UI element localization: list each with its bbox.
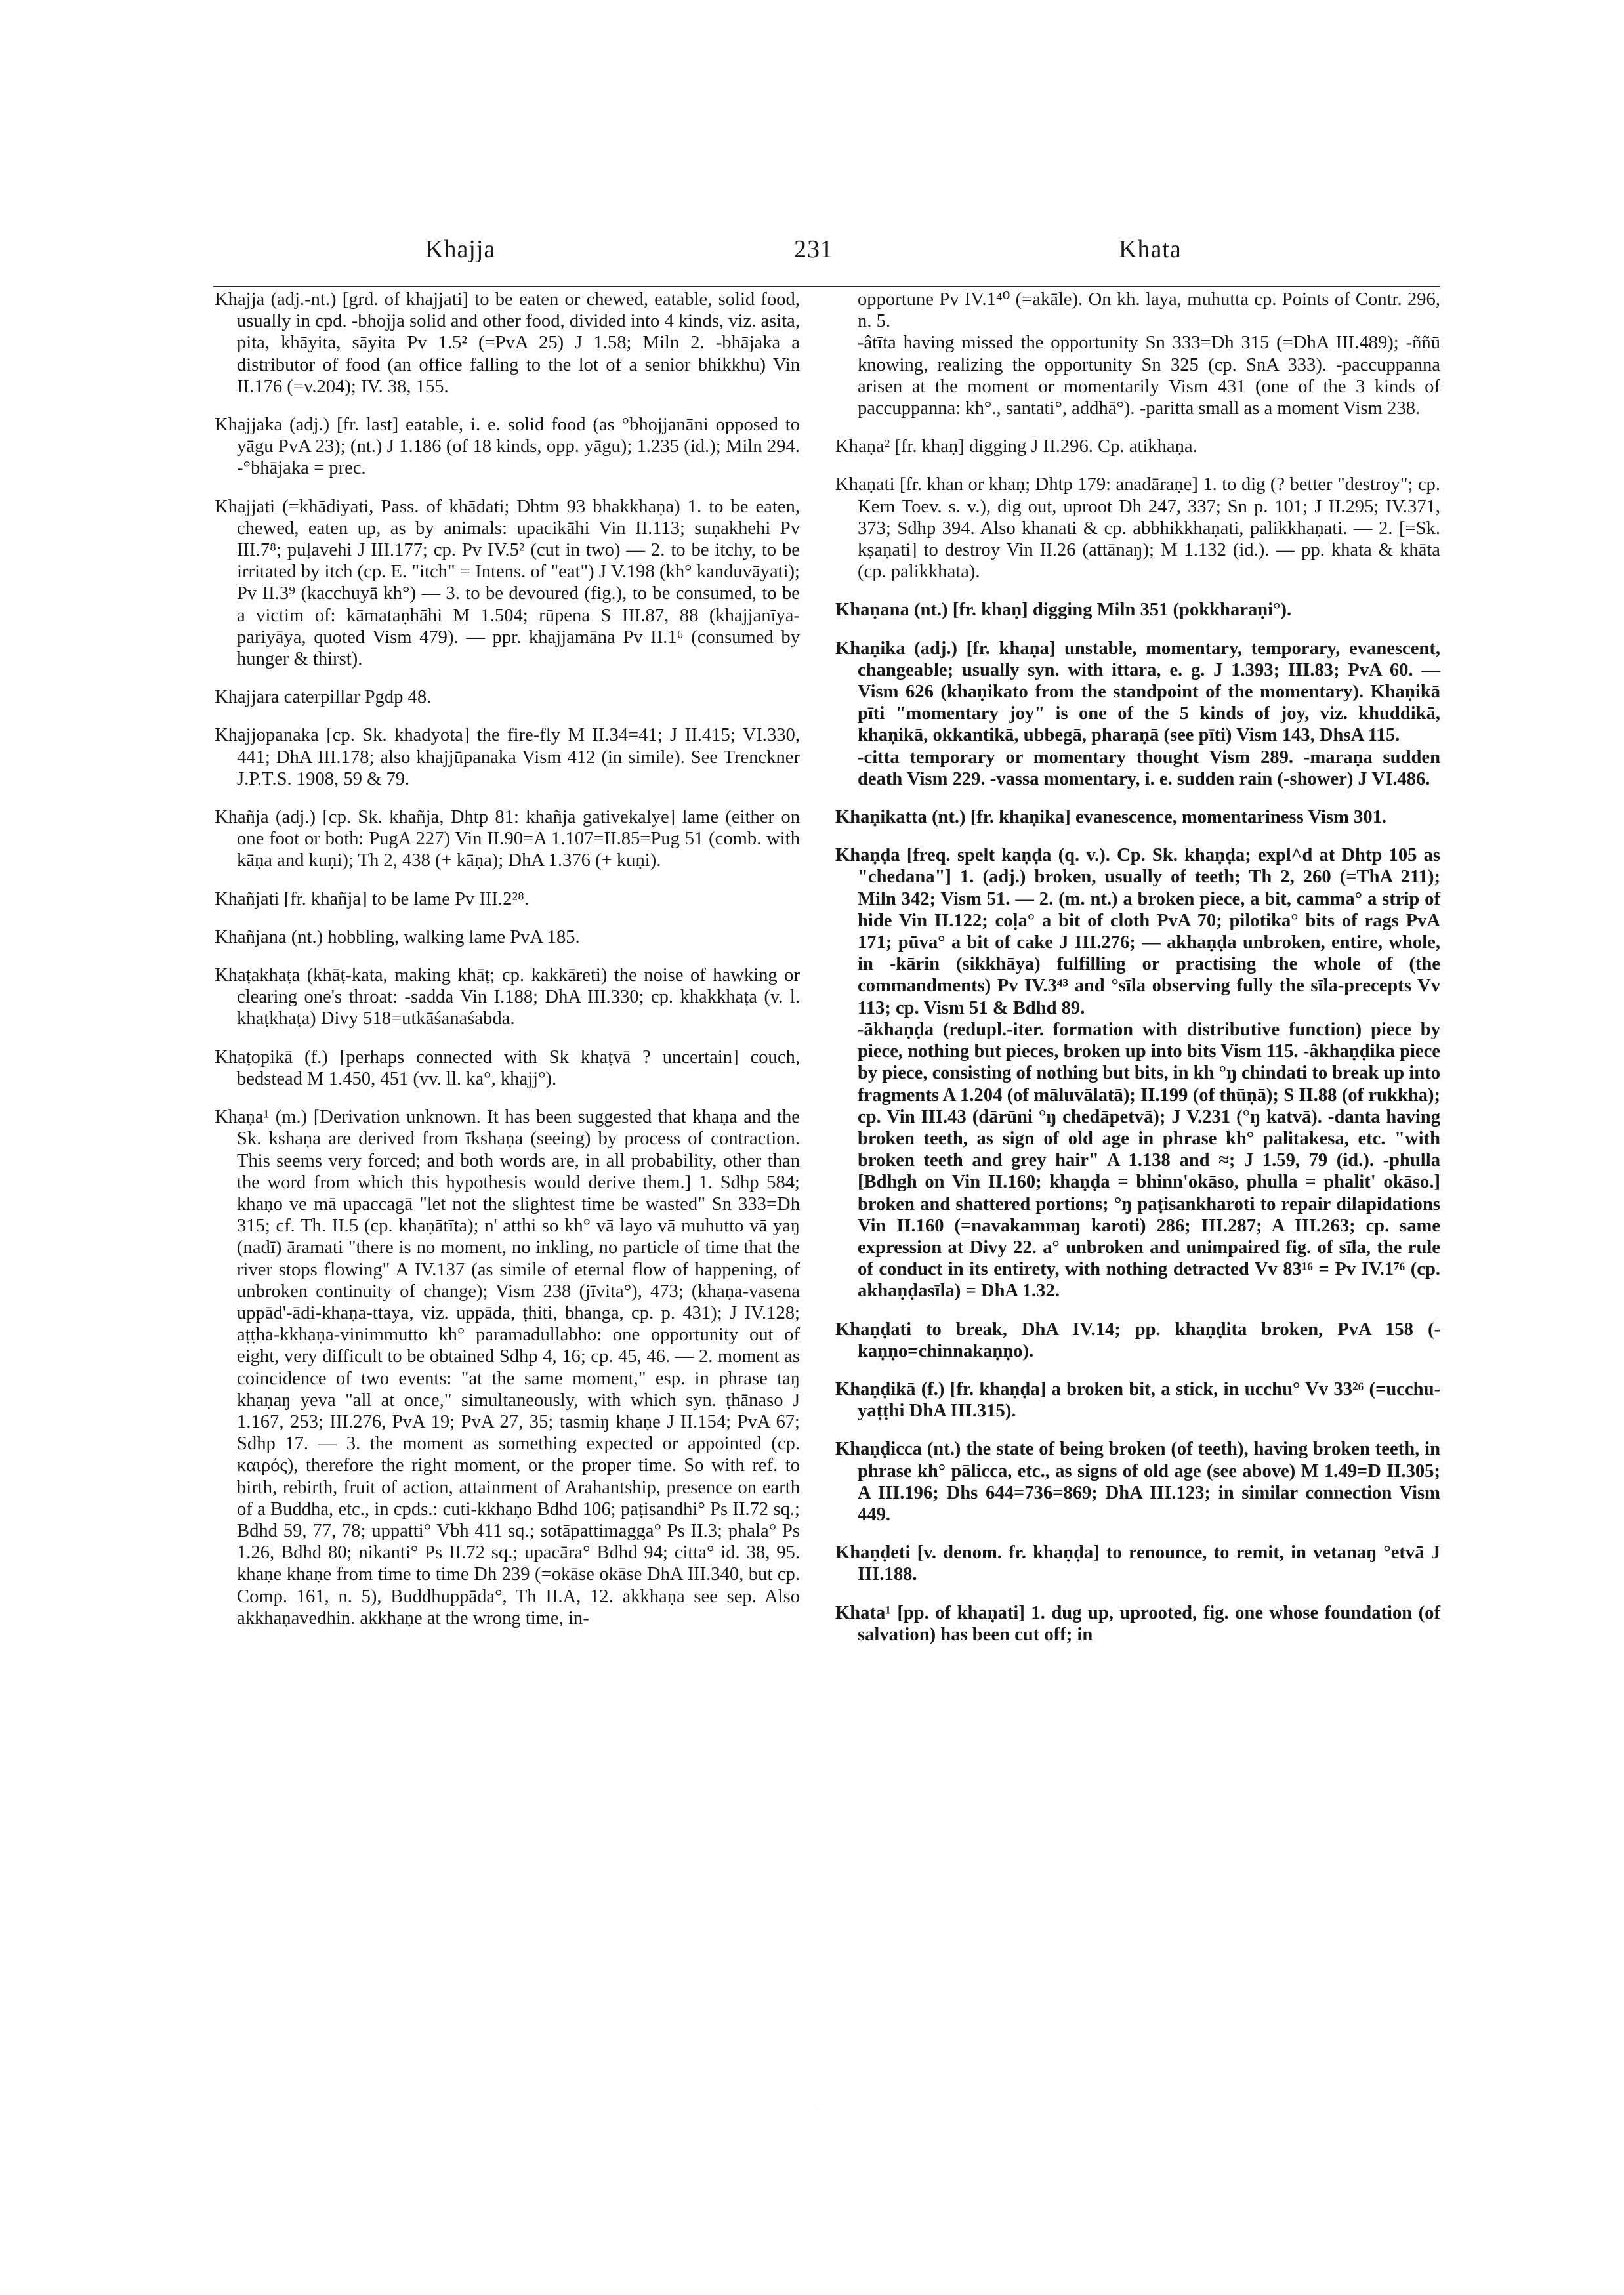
- entry-khatopika: Khaṭopikā (f.) [perhaps connected with Sk khaṭvā ? uncertain] couch, bedstead M 1.450, 451 (vv. ll. ka°, khajj°).: [215, 1046, 800, 1089]
- entry-khajjara: Khajjara caterpillar Pgdp 48.: [215, 687, 432, 708]
- entry-khanati: Khaṇati [fr. khan or khaṇ; Dhtp 179: anadāraṇe] 1. to dig (? better "destroy"; cp. Kern Toev. s. v.), dig out, uproot Dh 247, 337; Sn p. 101; J II.295; IV.371, 373; Sdhp 394. Also khanati & cp. abbhikkhaṇati, palikkhaṇati. — 2. [=Sk. kṣaṇati] to destroy Vin II.26 (attānaŋ); M 1.132 (id.). — pp. khata & khāta (cp. palikkhata).: [835, 474, 1440, 583]
- entry-khanjati: Khañjati [fr. khañja] to be lame Pv III.2²⁸.: [215, 888, 530, 909]
- entry-khandika: Khaṇḍikā (f.) [fr. khaṇḍa] a broken bit, a stick, in ucchu° Vv 33²⁶ (=ucchu-yaṭṭhi DhA III.315).: [835, 1378, 1440, 1422]
- entry-khana1-compounds: -âtīta having missed the opportunity Sn 333=Dh 315 (=DhA III.489); -ññū knowing, realizing the opportunity Sn 325 (cp. SnA 333). -paccuppanna arisen at the moment or momentarily Vism 431 (one of the 3 kinds of paccuppanna: kh°., santati°, addhā°). -paritta small as a moment Vism 238.: [858, 333, 1440, 419]
- entry-khanika: Khaṇika (adj.) [fr. khaṇa] unstable, momentary, temporary, evanescent, changeable; usually syn. with ittara, e. g. J 1.393; III.83; PvA 60. — Vism 626 (khaṇikato from the standpoint of the momentary). Khaṇikā pīti "momentary joy" is one of the 5 kinds of joy, viz. khuddikā, khaṇikā, okkantikā, ubbegā, pharaṇā (see pīti) Vism 143, DhsA 115.: [835, 638, 1440, 746]
- entry-khata1: Khata¹ [pp. of khaṇati] 1. dug up, uprooted, fig. one whose foundation (of salvation) has been cut off; in: [835, 1602, 1440, 1645]
- entry-khanja: Khañja (adj.) [cp. Sk. khañja, Dhtp 81: khañja gativekalye] lame (either on one foot or both: PugA 227) Vin II.90=A 1.107=II.85=Pug 51 (comb. with kāṇa and kuṇi); Th 2, 438 (+ kāṇa); DhA 1.376 (+ kuṇi).: [215, 807, 800, 871]
- entry-khandicca: Khaṇḍicca (nt.) the state of being broken (of teeth), having broken teeth, in phrase kh° pālicca, etc., as signs of old age (see above) M 1.49=D II.305; A III.196; Dhs 644=736=869; DhA III.123; in similar connection Vism 449.: [835, 1439, 1440, 1525]
- entry-khana2: Khaṇa² [fr. khaṇ] digging J II.296. Cp. atikhaṇa.: [835, 436, 1197, 457]
- entry-khajjopanaka: Khajjopanaka [cp. Sk. khadyota] the fire-fly M II.34=41; J II.415; VI.330, 441; DhA III.178; also khajjūpanaka Vism 412 (in simile). See Trenckner J.P.T.S. 1908, 59 & 79.: [215, 725, 800, 789]
- entry-khanjana: Khañjana (nt.) hobbling, walking lame PvA 185.: [215, 926, 580, 947]
- entry-khana1-continuation: opportune Pv IV.1⁴⁰ (=akāle). On kh. laya, muhutta cp. Points of Contr. 296, n. 5.: [858, 289, 1440, 332]
- right-column: [835, 289, 1440, 1662]
- entry-khandeti: Khaṇḍeti [v. denom. fr. khaṇḍa] to renounce, to remit, in vetanaŋ °etvā J III.188.: [835, 1542, 1440, 1585]
- page-number: 231: [794, 236, 833, 263]
- entry-khandati: Khaṇḍati to break, DhA IV.14; pp. khaṇḍita broken, PvA 158 (-kaṇṇo=chinnakaṇṇo).: [835, 1319, 1440, 1361]
- header-rule: [213, 286, 1440, 287]
- left-guide-word: Khajja: [425, 236, 496, 263]
- entry-khanikatta: Khaṇikatta (nt.) [fr. khaṇika] evanescence, momentariness Vism 301.: [835, 807, 1387, 828]
- entry-khatakhata: Khaṭakhaṭa (khāṭ-kata, making khāṭ; cp. kakkāreti) the noise of hawking or clearing one's throat: -sadda Vin I.188; DhA III.330; cp. khakkhaṭa (v. l. khaṭkhaṭa) Divy 518=utkāśanaśabda.: [215, 965, 800, 1029]
- entry-khajjati: Khajjati (=khādiyati, Pass. of khādati; Dhtm 93 bhakkhaṇa) 1. to be eaten, chewed, eaten up, as by animals: upacikāhi Vin II.113; suṇakhehi Pv III.7⁸; puḷavehi J III.177; cp. Pv IV.5² (cut in two) — 2. to be itchy, to be irritated by itch (cp. E. "itch" = Intens. of "eat") J V.198 (kh° kanduvāyati); Pv II.3⁹ (kacchuyā kh°) — 3. to be devoured (fig.), to be consumed, to be a victim of: kāmataṇhāhi M 1.504; rūpena S III.87, 88 (khajjanīya-pariyāya, quoted Vism 479). — ppr. khajjamāna Pv II.1⁶ (consumed by hunger & thirst).: [215, 496, 800, 670]
- entry-khajjaka: Khajjaka (adj.) [fr. last] eatable, i. e. solid food (as °bhojjanāni opposed to yāgu PvA 23); (nt.) J 1.186 (of 18 kinds, opp. yāgu); 1.235 (id.); Miln 294. -°bhājaka = prec.: [215, 415, 800, 479]
- entry-khajja: Khajja (adj.-nt.) [grd. of khajjati] to be eaten or chewed, eatable, solid food, usually in cpd. -bhojja solid and other food, divided into 4 kinds, viz. asita, pita, khāyita, sāyita Pv 1.5² (=PvA 25) J 1.58; Miln 2. -bhājaka a distributor of food (an office falling to the lot of a senior bhikkhu) Vin II.176 (=v.204); IV. 38, 155.: [215, 289, 800, 397]
- left-column: [215, 289, 800, 1645]
- entry-khanda-compounds: -ākhaṇḍa (redupl.-iter. formation with distributive function) piece by piece, nothing but pieces, broken up into bits Vism 115. -âkhaṇḍika piece by piece, consisting of nothing but bits, in kh °ŋ chindati to break up into fragments A 1.204 (of māluvālatā); II.199 (of thūṇā); S II.88 (of rukkha); cp. Vin III.43 (dārūni °ŋ chedāpetvā); J V.231 (°ŋ katvā). -danta having broken teeth, as sign of old age in phrase kh° palitakesa, etc. "with broken teeth and grey hair" A 1.138 and ≈; J 1.59, 79 (id.). -phulla [Bdhgh on Vin II.160; khaṇḍa = bhinn'okāso, phulla = phalit' okāso.] broken and shattered portions; °ŋ paṭisankharoti to repair dilapidations Vin II.160 (=navakammaŋ karoti) 286; III.287; A III.263; cp. same expression at Divy 22. a° unbroken and unimpaired fig. of sīla, the rule of conduct in its entirety, with nothing detracted Vv 83¹⁶ = Pv IV.1⁷⁶ (cp. akhaṇḍasīla) = DhA 1.32.: [858, 1019, 1441, 1302]
- entry-khanika-compounds: -citta temporary or momentary thought Vism 289. -maraṇa sudden death Vism 229. -vassa momentary, i. e. sudden rain (-shower) J VI.486.: [858, 747, 1440, 789]
- entry-khana1: Khaṇa¹ (m.) [Derivation unknown. It has been suggested that khaṇa and the Sk. kshaṇa are derived from īkshaṇa (seeing) by process of contraction. This seems very forced; and both words are, in all probability, other than the word from which this hypothesis would derive them.] 1. Sdhp 584; khaṇo ve mā upaccagā "let not the slightest time be wasted" Sn 333=Dh 315; cf. Th. II.5 (cp. khaṇātīta); n' atthi so kh° vā layo vā muhutto vā yaŋ (nadī) āramati "there is no moment, no inkling, no particle of time that the river stops flowing" A IV.137 (as simile of eternal flow of happening, of unbroken continuity of change); Vism 238 (jīvita°), 473; (khaṇa-vasena uppād'-ādi-khaṇa-ttaya, viz. uppāda, ṭhiti, bhanga, cp. p. 431); J IV.128; aṭṭha-kkhaṇa-vinimmutto kh° paramadullabho: one opportunity out of eight, very difficult to be obtained Sdhp 4, 16; cp. 45, 46. — 2. moment as coincidence of two events: "at the same moment," esp. in phrase taŋ khaṇaŋ yeva "all at once," simultaneously, with which syn. ṭhānaso J 1.167, 253; III.276, PvA 19; PvA 27, 35; tasmiŋ khaṇe J II.154; PvA 67; Sdhp 17. — 3. the moment as something expected or appointed (cp. καιρός), therefore the right moment, or the proper time. So with ref. to birth, rebirth, fruit of action, attainment of Arahantship, presence on earth of a Buddha, etc., in cpds.: cuti-kkhaṇo Bdhd 106; paṭisandhi° Ps II.72 sq.; Bdhd 59, 77, 78; uppatti° Vbh 411 sq.; sotāpattimagga° Ps II.3; phala° Ps 1.26, Bdhd 80; nikanti° Ps II.72 sq.; upacāra° Bdhd 94; citta° id. 38, 95. khaṇe khaṇe from time to time Dh 239 (=okāse okāse DhA III.340, but cp. Comp. 161, n. 5), Buddhuppāda°, Th II.A, 12. akkhaṇa see sep. Also akkhaṇavedhin. akkhaṇe at the wrong time, in-: [215, 1107, 800, 1628]
- entry-khanana: Khaṇana (nt.) [fr. khaṇ] digging Miln 351 (pokkharaṇi°).: [835, 600, 1292, 621]
- entry-khanda: Khaṇḍa [freq. spelt kaṇḍa (q. v.). Cp. Sk. khaṇḍa; expl^d at Dhtp 105 as "chedana"] 1. (adj.) broken, usually of teeth; Th 2, 260 (=ThA 211); Miln 342; Vism 51. — 2. (m. nt.) a broken piece, a bit, camma° a strip of hide Vin II.122; coḷa° a bit of cloth PvA 70; pilotika° bits of rags PvA 171; pūva° a bit of cake J III.276; — akhaṇḍa unbroken, entire, whole, in -kārin (sikkhāya) fulfilling or practising the whole of (the commandments) Pv IV.3⁴³ and °sīla observing fully the sīla-precepts Vv 113; cp. Vism 51 & Bdhd 89.: [835, 845, 1440, 1018]
- right-guide-word: Khata: [1119, 236, 1182, 263]
